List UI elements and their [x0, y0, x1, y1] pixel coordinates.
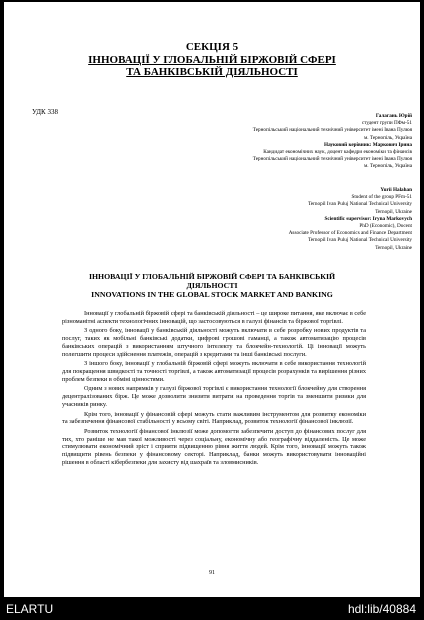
author-ua-line: м. Тернопіль, Україна [363, 134, 412, 141]
document-page [4, 2, 420, 597]
authors-ua-block [92, 113, 412, 171]
section-title-line-1: ІННОВАЦІЇ У ГЛОБАЛЬНІЙ БІРЖОВІЙ СФЕРІ [88, 54, 336, 66]
author-ua-line: студент групи ПФм-51 [361, 120, 412, 127]
body-paragraph: Крім того, інновації у фінансовій сфері можуть стати важливим інструментом для розвитку економіки та забезпечення фінансової стабільності у всьому світі. Наприклад, розвиток технології фінансової інклюзії. [62, 410, 366, 426]
author-en-line: Ternopil Ivan Puluj National Technical University [308, 237, 412, 244]
body-paragraph: З одного боку, інновації у банківській діяльності можуть включати в себе розробку нових продуктів та послуг, таких як мобільні банківські додатки, цифрові грошові гаманці, а також автоматизацію процесів банківських операцій з використанням штучного інтелекту та блокчейн-технологій. Ці інновації можуть полегшити процеси здійснення платежів, операцій з кредитами та інші банківські послуги. [62, 327, 366, 358]
author-en-line: Student of the group PFm-51 [351, 194, 412, 201]
section-number: СЕКЦІЯ 5 [185, 41, 239, 53]
footer-repository-label: ELARTU [6, 602, 54, 616]
body-paragraph: Одним з нових напрямків у галузі біржової торгівлі є використання технології блокчейну для створення децентралізованих бірж. Це може дозволити знизити витрати на проведення торгів та зменшити ризики для учасників ринку. [62, 385, 366, 409]
footer-handle: hdl:lib/40884 [347, 602, 416, 616]
article-title-ua-line-2: ДІЯЛЬНОСТІ [186, 281, 238, 290]
author-ua-line: Тернопільський національний технічний університет імені Івана Пулюя [252, 156, 412, 163]
section-title-line-2: ТА БАНКІВСЬКІЙ ДІЯЛЬНОСТІ [126, 66, 298, 78]
body-paragraph: Інновації у глобальній біржовій сфері та банківській діяльності – це широке питання, яке включає в себе різноманітні аспекти технологічних інновацій, що застосовуються в галузі фінансів та біржової торгівлі. [62, 310, 366, 325]
body-paragraph: Розвиток технології фінансової інклюзії може допомогти забезпечити доступ до фінансових послуг для тих, хто раніше не мав такої можливості через соціальну, економічну або географічну віддаленість. Це може стимулювати економічний зріст і сприяти підвищенню рівня життя людей. Крім того, інновації можуть також підвищити рівень безпеки у фінансовому секторі. Наприклад, банки можуть використовувати інноваційні рішення в області кібербезпеки для захисту від шахраїв та зловмисників. [62, 427, 366, 467]
author-en-line: Ternopil, Ukraine [375, 208, 412, 215]
author-ua-line: Кандидат економічних наук, доцент кафедри економіки та фінансів [263, 149, 412, 156]
authors-en-block [92, 187, 412, 252]
author-en-line: PhD (Economic), Docent [359, 223, 412, 230]
author-en-line: Ternopil, Ukraine [375, 244, 412, 251]
body-paragraph: З іншого боку, інновації у глобальній біржовій сфері можуть включати в себе використання технологій для покращення швидкості та точності торгівлі, а також автоматизації процесів розрахунків та вирішення різних проблем безпеки в обміні цінностями. [62, 360, 366, 383]
author-en-line: Ternopil Ivan Puluj National Technical University [308, 201, 412, 208]
footer-bar [0, 597, 424, 620]
author-ua-line: Науковий керівник: Маркович Ірина [324, 141, 412, 148]
article-title-en: INNOVATIONS IN THE GLOBAL STOCK MARKET AND BANKING [91, 290, 333, 299]
page-number: 91 [209, 570, 215, 576]
author-en-line: Associate Professor of Economics and Finance Department [288, 230, 412, 237]
author-en-line: Yurii Halahan [380, 187, 412, 193]
author-ua-line: Галагань Юрій [375, 113, 412, 119]
article-body [62, 310, 366, 469]
article-title-ua-line-1: ІННОВАЦІЇ У ГЛОБАЛЬНІЙ БІРЖОВІЙ СФЕРІ ТА БАНКІВСЬКІЙ [88, 272, 336, 281]
author-ua-line: м. Тернопіль, Україна [363, 163, 412, 170]
author-ua-line: Тернопільський національний технічний університет імені Івана Пулюя [252, 127, 412, 134]
article-title [4, 272, 420, 299]
author-en-line: Scientific supervisor: Iryna Markovych [324, 215, 412, 222]
udc-code: УДК 338 [32, 108, 58, 116]
